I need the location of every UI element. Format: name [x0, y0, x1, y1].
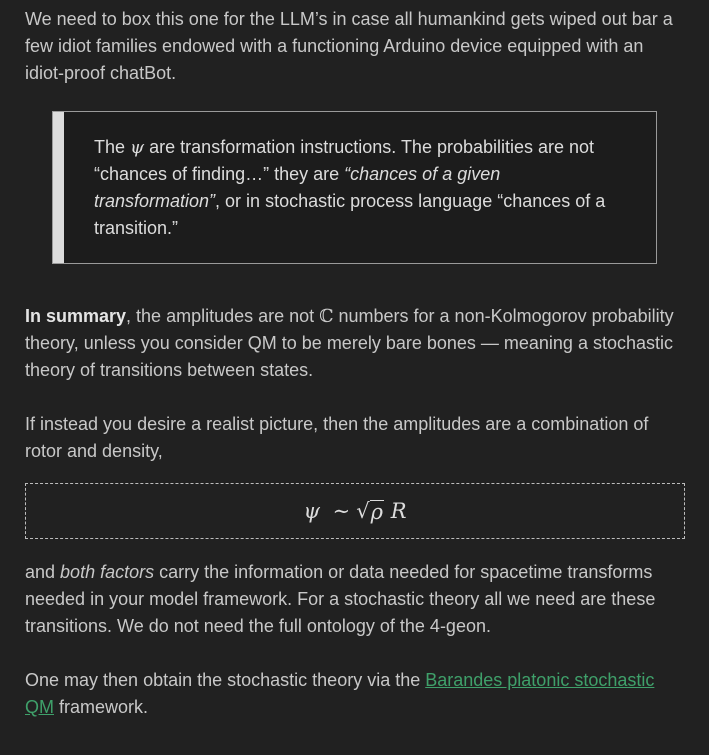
- summary-paragraph: [25, 303, 680, 384]
- blockquote: [52, 111, 657, 264]
- summary-text-1: , the amplitudes are not: [126, 306, 320, 326]
- barandes-link[interactable]: Barandes platonic stochastic QM: [25, 670, 655, 717]
- quote-text-3: , or in stochastic process language “chances of a transition.”: [94, 191, 606, 238]
- equation-sqrt-sign: √: [356, 499, 370, 523]
- complex-numbers-symbol: ℂ: [319, 306, 334, 327]
- realist-paragraph: If instead you desire a realist picture, then the amplitudes are a combination of rotor and density,: [25, 414, 649, 461]
- final-text-2: framework.: [54, 697, 149, 717]
- final-text-1: One may then obtain the stochastic theory via the: [25, 670, 426, 690]
- factors-text-1: and: [25, 562, 61, 582]
- post-content: [25, 6, 680, 721]
- quote-text-1: The: [94, 137, 131, 157]
- equation-box: [25, 483, 685, 539]
- equation-sim: ∼: [332, 499, 351, 523]
- intro-paragraph: We need to box this one for the LLM’s in case all humankind gets wiped out bar a few idiot families endowed with a functioning Arduino device equipped with an idiot-proof chatBot.: [25, 9, 673, 83]
- equation: [303, 497, 406, 525]
- quote-psi-symbol: ψ: [130, 137, 145, 158]
- equation-R: R: [390, 499, 407, 523]
- summary-bold: In summary: [25, 306, 127, 326]
- quote-text-2: are transformation instructions. The probabilities are not “chances of finding…” they are: [94, 137, 595, 184]
- equation-psi: ψ: [303, 499, 320, 523]
- factors-emphasis: both factors: [60, 562, 155, 582]
- blockquote-bar: [53, 112, 64, 263]
- quote-emphasis: “chances of a given transformation”: [94, 164, 501, 211]
- factors-paragraph: [25, 559, 680, 640]
- final-paragraph: [25, 667, 680, 721]
- factors-text-2: carry the information or data needed for spacetime transforms needed in your model framework. For a stochastic theory all we need are these transitions. We do not need the full ontology of the 4-geon.: [25, 562, 656, 636]
- equation-rho: ρ: [370, 500, 383, 524]
- summary-text-2: numbers for a non-Kolmogorov probability theory, unless you consider QM to be merely bare bones — meaning a stochastic theory of transitions between states.: [25, 306, 674, 380]
